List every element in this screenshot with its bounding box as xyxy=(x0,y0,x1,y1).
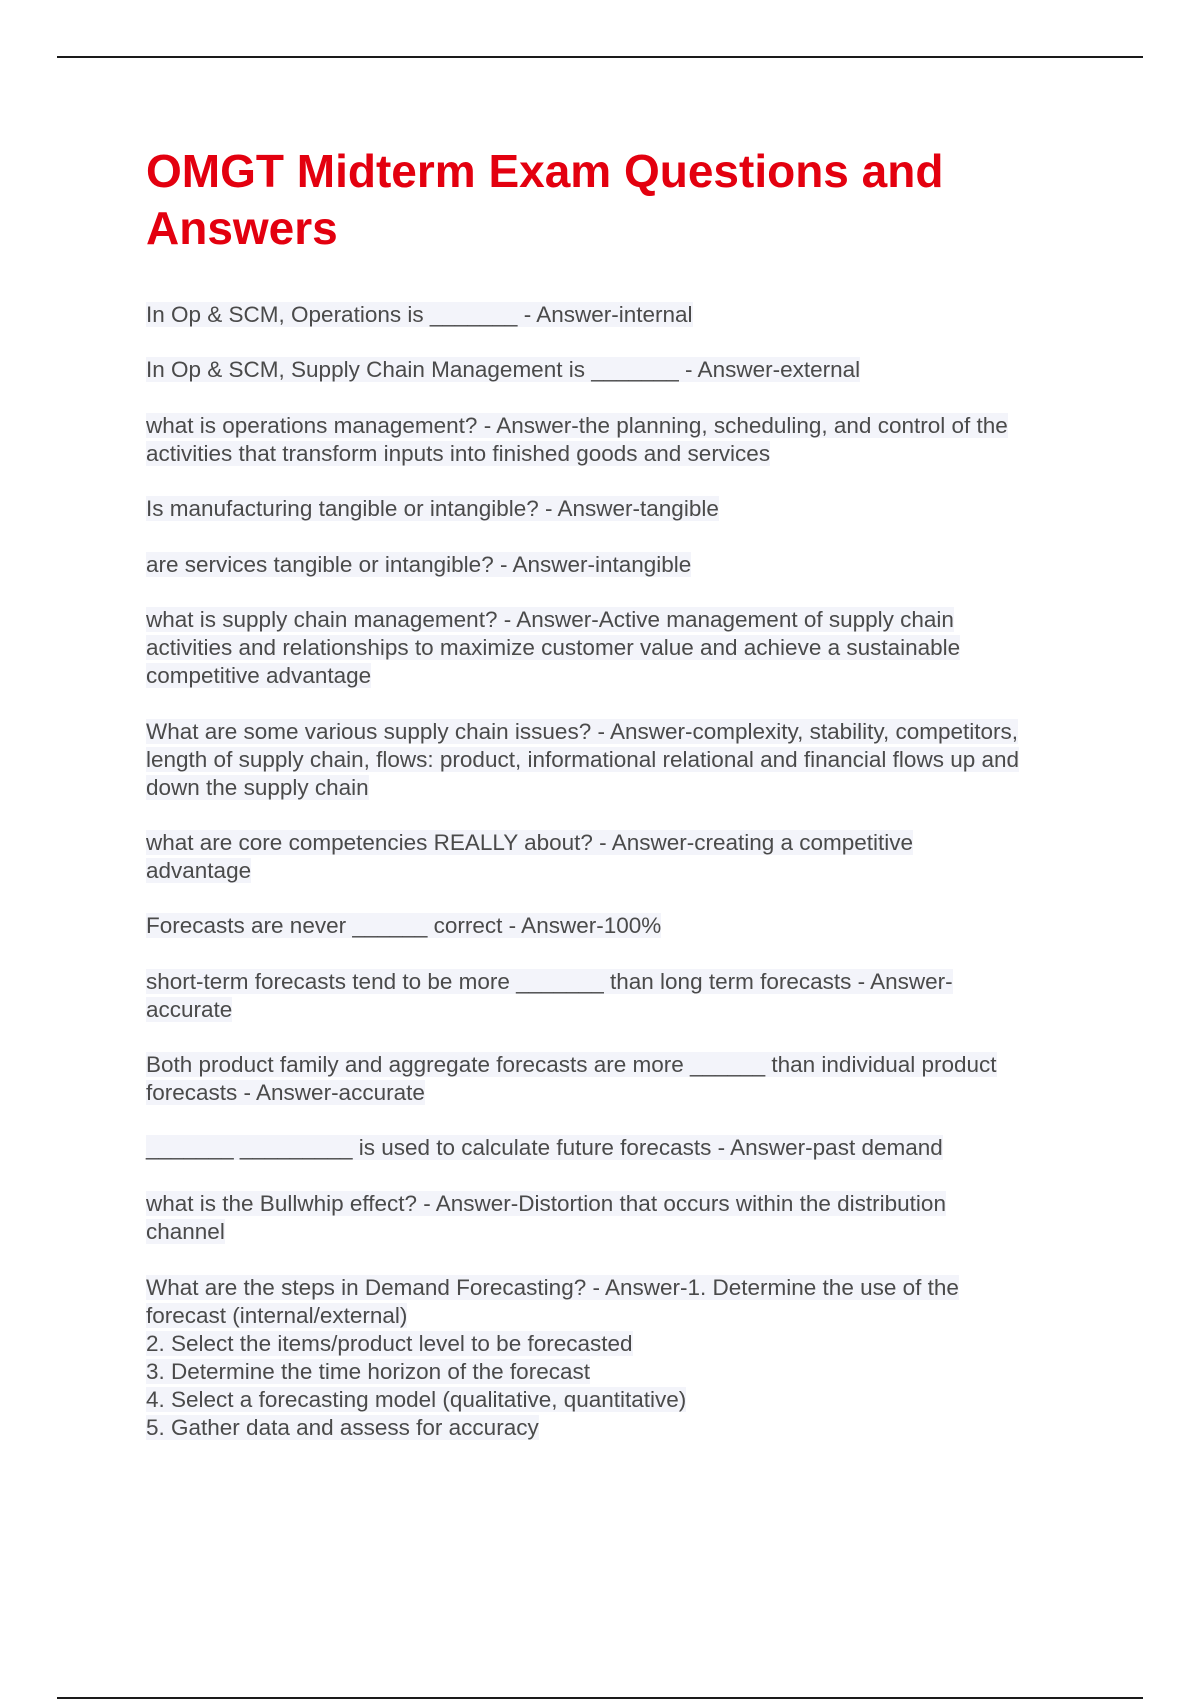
qa-item xyxy=(146,495,1106,523)
qa-item xyxy=(146,412,1106,468)
qa-text: What are some various supply chain issues? - Answer-complexity, stability, competitors, length of supply chain, flows: product, informational relational and financial flows up and down the supply chain xyxy=(146,719,1020,800)
qa-item xyxy=(146,829,1106,885)
qa-item xyxy=(146,551,1106,579)
qa-item xyxy=(146,968,1106,1024)
qa-item xyxy=(146,356,1106,384)
qa-text: _______ _________ is used to calculate future forecasts - Answer-past demand xyxy=(146,1135,943,1160)
qa-text: What are the steps in Demand Forecasting? - Answer-1. Determine the use of the forecast (internal/external) 2. Select the items/product level to be forecasted 3. Determine the time horizon of the forecast 4. Select a forecasting model (qualitative, quantitative) 5. Gather data and assess for accuracy xyxy=(146,1275,959,1440)
qa-text: what are core competencies REALLY about? - Answer-creating a competitive advantage xyxy=(146,830,914,883)
qa-text: short-term forecasts tend to be more _______ than long term forecasts - Answer- accurate xyxy=(146,969,953,1022)
qa-item xyxy=(146,1051,1106,1107)
qa-list xyxy=(146,301,1106,1442)
qa-text: what is supply chain management? - Answer-Active management of supply chain activities and relationships to maximize customer value and achieve a sustainable competitive advantage xyxy=(146,607,961,688)
qa-item xyxy=(146,912,1106,940)
top-rule xyxy=(57,56,1143,58)
qa-item xyxy=(146,301,1106,329)
qa-text: In Op & SCM, Supply Chain Management is _______ - Answer-external xyxy=(146,357,861,382)
qa-text: Is manufacturing tangible or intangible? - Answer-tangible xyxy=(146,496,719,521)
qa-item xyxy=(146,1274,1106,1442)
qa-text: what is the Bullwhip effect? - Answer-Distortion that occurs within the distribution channel xyxy=(146,1191,946,1244)
qa-item xyxy=(146,606,1106,690)
qa-text: Forecasts are never ______ correct - Answer-100% xyxy=(146,913,662,938)
qa-item xyxy=(146,718,1106,802)
bottom-rule xyxy=(57,1697,1143,1699)
page-title: OMGT Midterm Exam Questions and Answers xyxy=(146,145,944,254)
qa-item xyxy=(146,1134,1106,1162)
qa-text: what is operations management? - Answer-the planning, scheduling, and control of the activities that transform inputs into finished goods and services xyxy=(146,413,1008,466)
qa-item xyxy=(146,1190,1106,1246)
qa-text: are services tangible or intangible? - Answer-intangible xyxy=(146,552,692,577)
qa-text: In Op & SCM, Operations is _______ - Answer-internal xyxy=(146,302,693,327)
document-body xyxy=(146,143,1106,1442)
qa-text: Both product family and aggregate forecasts are more ______ than individual product forecasts - Answer-accurate xyxy=(146,1052,997,1105)
